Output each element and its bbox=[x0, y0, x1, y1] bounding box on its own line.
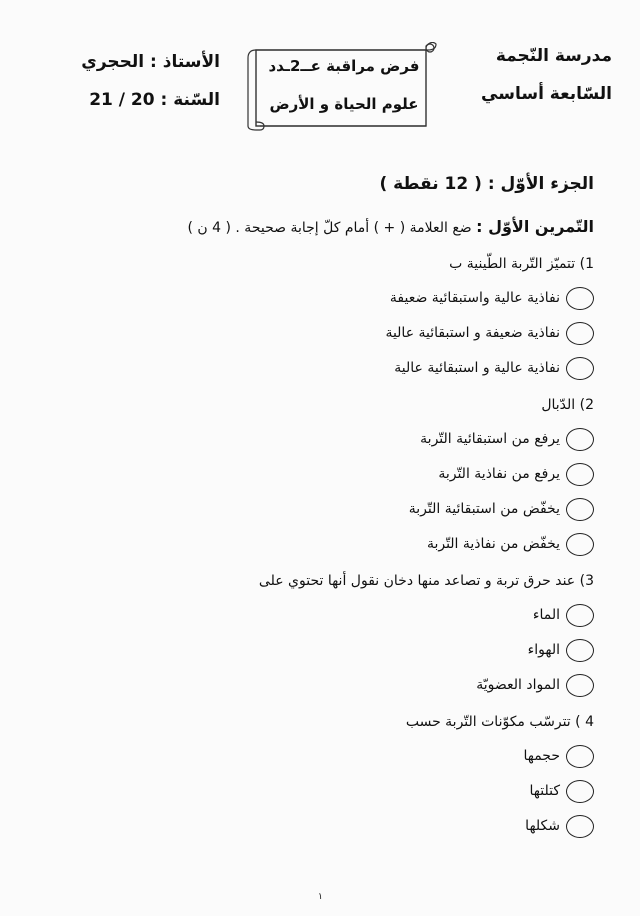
teacher-info bbox=[70, 52, 220, 128]
answer-circle-icon[interactable] bbox=[566, 815, 594, 838]
answer-option[interactable] bbox=[34, 495, 594, 523]
school-info bbox=[462, 46, 612, 122]
option-label: نفاذية ضعيفة و استبقائية عالية bbox=[385, 325, 560, 341]
exam-content bbox=[34, 172, 594, 847]
answer-option[interactable] bbox=[34, 742, 594, 770]
answer-option[interactable] bbox=[34, 601, 594, 629]
option-label: يخفّض من نفاذية التّربة bbox=[426, 536, 560, 552]
answer-circle-icon[interactable] bbox=[566, 604, 594, 627]
page-number: ١ bbox=[318, 892, 323, 902]
answer-circle-icon[interactable] bbox=[566, 287, 594, 310]
answer-circle-icon[interactable] bbox=[566, 463, 594, 486]
answer-option[interactable] bbox=[34, 354, 594, 382]
answer-circle-icon[interactable] bbox=[566, 745, 594, 768]
part-title: الجزء الأوّل : ( 12 نقطة ) bbox=[379, 174, 594, 194]
option-label: كتلتها bbox=[529, 783, 560, 799]
option-label: المواد العضويّة bbox=[476, 677, 560, 693]
school-year: السّنة : 20 / 21 bbox=[89, 90, 220, 110]
answer-circle-icon[interactable] bbox=[566, 498, 594, 521]
option-label: يرفع من نفاذية التّربة bbox=[438, 466, 560, 482]
option-label: حجمها bbox=[523, 748, 560, 764]
answer-option[interactable] bbox=[34, 425, 594, 453]
option-label: الماء bbox=[532, 607, 560, 623]
question-4: 4 ) تترسّب مكوّنات التّربة حسب bbox=[405, 714, 594, 730]
question-2: 2) الدّبال bbox=[541, 397, 594, 413]
answer-circle-icon[interactable] bbox=[566, 428, 594, 451]
answer-option[interactable] bbox=[34, 812, 594, 840]
answer-circle-icon[interactable] bbox=[566, 322, 594, 345]
answer-circle-icon[interactable] bbox=[566, 357, 594, 380]
answer-option[interactable] bbox=[34, 671, 594, 699]
option-label: نفاذية عالية واستبقائية ضعيفة bbox=[389, 290, 560, 306]
title-scroll-banner bbox=[246, 42, 438, 132]
exercise-instruction: ضع العلامة ( + ) أمام كلّ إجابة صحيحة . ( 4 ن ) bbox=[187, 220, 472, 236]
school-name: مدرسة النّجمة bbox=[495, 46, 612, 66]
exam-title: فرض مراقبة عــ2ـدد bbox=[268, 57, 420, 75]
option-label: الهواء bbox=[527, 642, 560, 658]
answer-option[interactable] bbox=[34, 777, 594, 805]
subject-title: علوم الحياة و الأرض bbox=[269, 95, 419, 113]
answer-option[interactable] bbox=[34, 319, 594, 347]
answer-option[interactable] bbox=[34, 636, 594, 664]
answer-circle-icon[interactable] bbox=[566, 533, 594, 556]
answer-option[interactable] bbox=[34, 530, 594, 558]
option-label: شكلها bbox=[525, 818, 560, 834]
teacher-name: الأستاذ : الحجري bbox=[81, 52, 220, 72]
answer-circle-icon[interactable] bbox=[566, 674, 594, 697]
question-1: 1) تتميّز التّربة الطّينية ب bbox=[449, 256, 594, 272]
question-3: 3) عند حرق تربة و تصاعد منها دخان نقول أنها تحتوي على bbox=[258, 573, 594, 589]
exercise-label: التّمرين الأوّل : bbox=[476, 217, 594, 236]
class-level: السّابعة أساسي bbox=[481, 84, 612, 104]
option-label: يرفع من استبقائية التّربة bbox=[420, 431, 560, 447]
option-label: نفاذية عالية و استبقائية عالية bbox=[394, 360, 560, 376]
exercise-header bbox=[34, 216, 594, 238]
option-label: يخفّض من استبقائية التّربة bbox=[408, 501, 560, 517]
answer-circle-icon[interactable] bbox=[566, 639, 594, 662]
answer-option[interactable] bbox=[34, 284, 594, 312]
answer-circle-icon[interactable] bbox=[566, 780, 594, 803]
answer-option[interactable] bbox=[34, 460, 594, 488]
